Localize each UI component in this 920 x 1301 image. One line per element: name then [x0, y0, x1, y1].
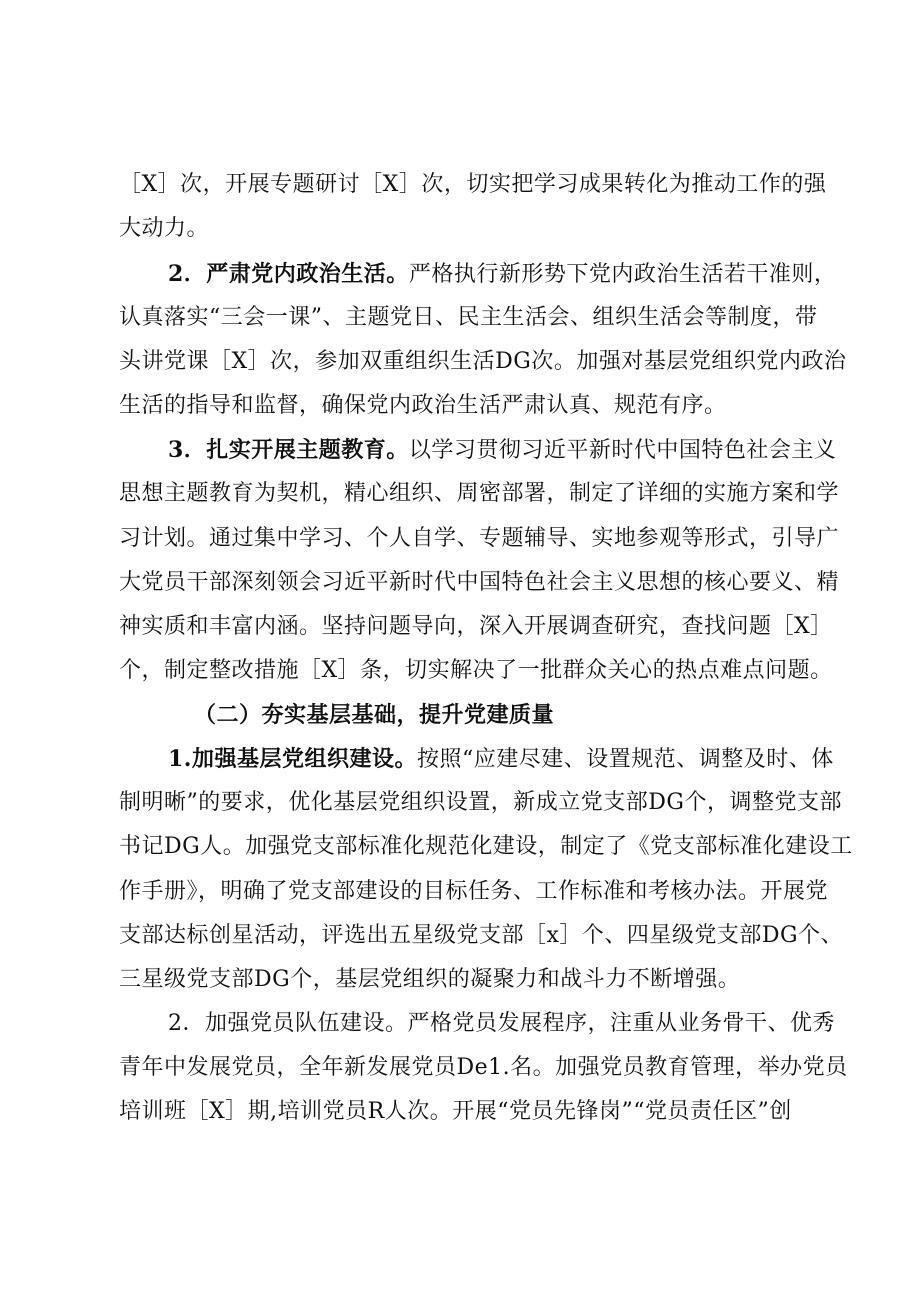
paragraph-line: 认真落实“三会一课”、主题党日、民主生活会、组织生活会等制度，带 — [119, 305, 818, 330]
paragraph-line: 支部达标创星活动，评选出五星级党支部［x］个、四星级党支部DG个、 — [119, 923, 844, 948]
paragraph-text: 以学习贯彻习近平新时代中国特色社会主义 — [408, 438, 837, 463]
paragraph-line: 神实质和丰富内涵。坚持问题导向，深入开展调查研究，查找问题［X］ — [119, 614, 833, 639]
paragraph-line: 生活的指导和监督，确保党内政治生活严肃认真、规范有序。 — [119, 393, 727, 418]
paragraph-heading: 2．严肃党内政治生活。 — [168, 261, 409, 287]
paragraph-line: ［X］次，开展专题研讨［X］次，切实把学习成果转化为推动工作的强 — [119, 172, 827, 197]
paragraph-line: 思想主题教育为契机，精心组织、周密部署，制定了详细的实施方案和学 — [119, 481, 840, 506]
paragraph-first-line — [168, 435, 836, 466]
paragraph-first-line — [168, 744, 834, 775]
paragraph-line: 习计划。通过集中学习、个人自学、专题辅导、实地参观等形式，引导广 — [119, 526, 840, 551]
paragraph-heading: 3．扎实开展主题教育。 — [168, 437, 409, 463]
paragraph-line: 大动力。 — [119, 216, 210, 241]
section-heading: （二）夯实基层基础，提升党建质量 — [194, 702, 555, 728]
paragraph-line: 三星级党支部DG个，基层党组织的凝聚力和战斗力不断增强。 — [119, 967, 741, 992]
paragraph-text: 按照“应建尽建、设置规范、调整及时、体 — [416, 747, 834, 772]
paragraph-first-line: 2．加强党员队伍建设。严格党员发展程序，注重从业务骨干、优秀 — [168, 1011, 835, 1036]
paragraph-line: 大党员干部深刻领会习近平新时代中国特色社会主义思想的核心要义、精 — [119, 570, 840, 595]
paragraph-line: 制明晰”的要求，优化基层党组织设置，新成立党支部DG个，调整党支部 — [119, 790, 842, 815]
paragraph-line: 个，制定整改措施［X］条，切实解决了一批群众关心的热点难点问题。 — [119, 658, 833, 683]
paragraph-line: 头讲党课［X］次，参加双重组织生活DG次。加强对基层党组织党内政治 — [119, 349, 847, 374]
paragraph-first-line — [168, 259, 836, 290]
paragraph-line: 青年中发展党员，全年新发展党员De1.名。加强党员教育管理，举办党员 — [119, 1055, 848, 1080]
paragraph-text: 严格执行新形势下党内政治生活若干准则， — [408, 262, 837, 287]
paragraph-line: 作手册》，明确了党支部建设的目标任务、工作标准和考核办法。开展党 — [119, 879, 829, 904]
paragraph-heading: 1.加强基层党组织建设。 — [168, 746, 417, 772]
paragraph-line: 培训班［X］期,培训党员R人次。开展“党员先锋岗”“党员责任区”创 — [119, 1099, 792, 1124]
paragraph-line: 书记DG人。加强党支部标准化规范化建设，制定了《党支部标准化建设工 — [119, 834, 853, 859]
